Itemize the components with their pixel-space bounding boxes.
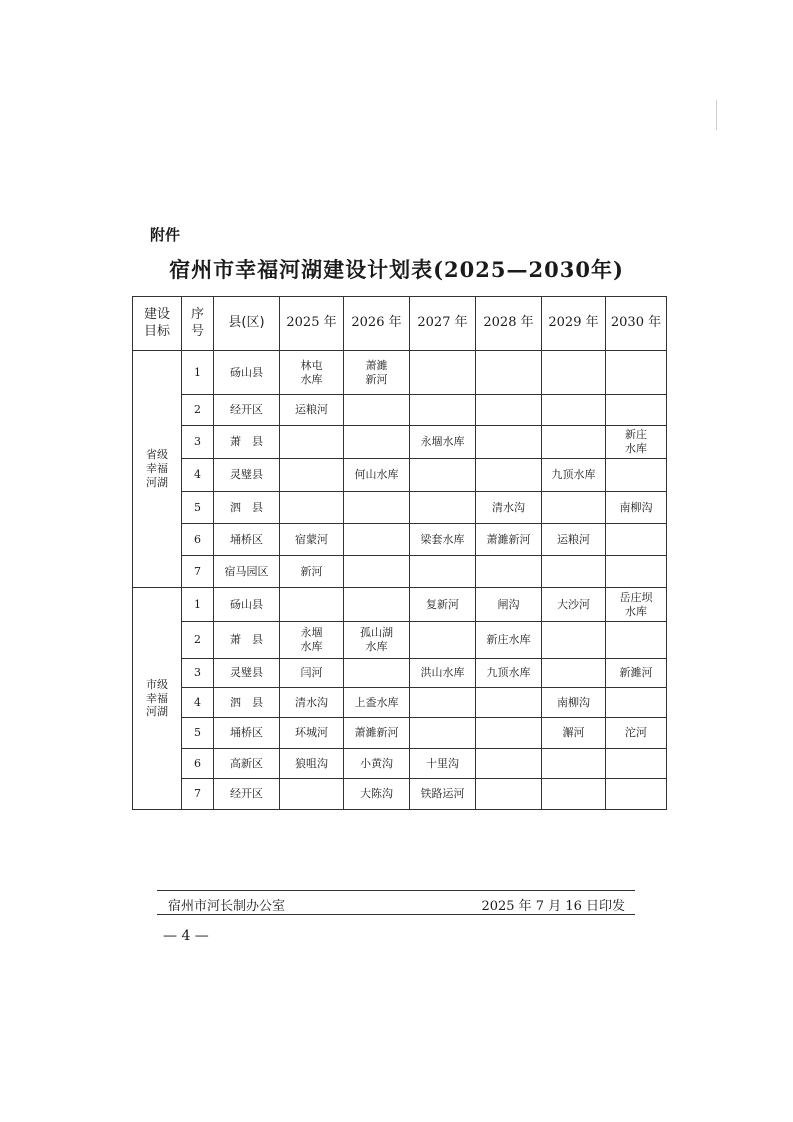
county-cell: 经开区: [214, 779, 280, 810]
plan-cell-2025: 宿蒙河: [280, 524, 344, 556]
header-year-2030: 2030 年: [606, 297, 667, 351]
plan-cell-2025: [280, 459, 344, 492]
county-cell: 宿马园区: [214, 556, 280, 588]
plan-cell-2030: [606, 351, 667, 395]
plan-cell-2029: 南柳沟: [542, 688, 606, 718]
plan-cell-2028: [476, 688, 542, 718]
plan-cell-2029: 澥河: [542, 718, 606, 749]
table-row: [133, 426, 667, 459]
table-row: [133, 779, 667, 810]
plan-cell-2028: [476, 779, 542, 810]
plan-cell-2026: 萧濉 新河: [344, 351, 410, 395]
plan-cell-2029: [542, 426, 606, 459]
header-row: [133, 297, 667, 351]
document-title: 宿州市幸福河湖建设计划表(2025—2030年): [169, 257, 624, 282]
plan-cell-2028: [476, 426, 542, 459]
seq-cell: 1: [182, 588, 214, 622]
plan-cell-2025: 闫河: [280, 659, 344, 688]
plan-cell-2030: [606, 556, 667, 588]
issuing-office: 宿州市河长制办公室: [168, 899, 286, 914]
plan-cell-2030: [606, 459, 667, 492]
plan-cell-2027: [410, 718, 476, 749]
issue-date: 2025 年 7 月 16 日印发: [481, 899, 625, 914]
plan-cell-2028: [476, 459, 542, 492]
plan-cell-2030: 南柳沟: [606, 492, 667, 524]
county-cell: 砀山县: [214, 351, 280, 395]
plan-cell-2029: [542, 622, 606, 659]
plan-cell-2025: 林屯 水库: [280, 351, 344, 395]
plan-cell-2030: [606, 749, 667, 779]
plan-cell-2030: [606, 395, 667, 426]
plan-cell-2027: [410, 492, 476, 524]
county-cell: 泗 县: [214, 492, 280, 524]
seq-cell: 7: [182, 556, 214, 588]
plan-cell-2029: 九顶水库: [542, 459, 606, 492]
plan-cell-2027: 梁套水库: [410, 524, 476, 556]
table-row: [133, 524, 667, 556]
table-row: [133, 556, 667, 588]
plan-cell-2027: 洪山水库: [410, 659, 476, 688]
plan-cell-2030: [606, 688, 667, 718]
plan-cell-2028: 闸沟: [476, 588, 542, 622]
plan-cell-2030: 新濉河: [606, 659, 667, 688]
plan-cell-2027: 铁路运河: [410, 779, 476, 810]
plan-cell-2027: [410, 395, 476, 426]
attachment-label: 附件: [150, 226, 181, 244]
plan-cell-2025: [280, 588, 344, 622]
header-year-2028: 2028 年: [476, 297, 542, 351]
plan-cell-2029: [542, 351, 606, 395]
seq-cell: 4: [182, 688, 214, 718]
plan-cell-2025: 狼咀沟: [280, 749, 344, 779]
seq-cell: 2: [182, 622, 214, 659]
plan-cell-2029: [542, 395, 606, 426]
county-cell: 灵璧县: [214, 459, 280, 492]
plan-cell-2026: 大陈沟: [344, 779, 410, 810]
plan-cell-2026: [344, 588, 410, 622]
header-year-2029: 2029 年: [542, 297, 606, 351]
header-year-2027: 2027 年: [410, 297, 476, 351]
plan-cell-2029: 大沙河: [542, 588, 606, 622]
plan-cell-2026: 小黄沟: [344, 749, 410, 779]
plan-cell-2029: 运粮河: [542, 524, 606, 556]
county-cell: 萧 县: [214, 622, 280, 659]
plan-cell-2028: [476, 351, 542, 395]
plan-cell-2025: 清水沟: [280, 688, 344, 718]
seq-cell: 7: [182, 779, 214, 810]
plan-cell-2030: [606, 779, 667, 810]
plan-cell-2028: 新庄水库: [476, 622, 542, 659]
page-number: — 4 —: [163, 928, 209, 944]
seq-cell: 3: [182, 659, 214, 688]
plan-cell-2025: 运粮河: [280, 395, 344, 426]
seq-cell: 4: [182, 459, 214, 492]
table-row: [133, 351, 667, 395]
table-row: [133, 659, 667, 688]
plan-cell-2027: [410, 622, 476, 659]
seq-cell: 3: [182, 426, 214, 459]
plan-cell-2029: [542, 749, 606, 779]
seq-cell: 5: [182, 718, 214, 749]
plan-cell-2028: [476, 749, 542, 779]
plan-cell-2026: [344, 492, 410, 524]
plan-cell-2029: [542, 779, 606, 810]
plan-cell-2026: 萧濉新河: [344, 718, 410, 749]
plan-cell-2025: 永堌 水库: [280, 622, 344, 659]
plan-cell-2025: 新河: [280, 556, 344, 588]
plan-cell-2027: [410, 556, 476, 588]
plan-cell-2029: [542, 659, 606, 688]
county-cell: 埇桥区: [214, 524, 280, 556]
plan-cell-2027: 十里沟: [410, 749, 476, 779]
plan-cell-2028: 清水沟: [476, 492, 542, 524]
goal-category-cell: 省级 幸福 河湖: [133, 351, 182, 588]
table-row: [133, 718, 667, 749]
plan-cell-2026: [344, 659, 410, 688]
plan-cell-2026: [344, 395, 410, 426]
plan-cell-2030: 岳庄坝 水库: [606, 588, 667, 622]
table-row: [133, 688, 667, 718]
plan-cell-2025: 环城河: [280, 718, 344, 749]
county-cell: 灵璧县: [214, 659, 280, 688]
footer-rule-top: [157, 890, 635, 891]
plan-cell-2027: [410, 459, 476, 492]
plan-cell-2026: [344, 556, 410, 588]
county-cell: 高新区: [214, 749, 280, 779]
seq-cell: 6: [182, 749, 214, 779]
county-cell: 萧 县: [214, 426, 280, 459]
plan-cell-2025: [280, 492, 344, 524]
header-goal: 建设 目标: [133, 297, 182, 351]
construction-plan-table: [132, 296, 667, 810]
table-row: [133, 749, 667, 779]
table-body: [133, 351, 667, 810]
county-cell: 砀山县: [214, 588, 280, 622]
plan-cell-2028: [476, 556, 542, 588]
plan-cell-2026: [344, 426, 410, 459]
plan-cell-2026: [344, 524, 410, 556]
plan-cell-2028: 九顶水库: [476, 659, 542, 688]
seq-cell: 1: [182, 351, 214, 395]
plan-cell-2030: 沱河: [606, 718, 667, 749]
plan-cell-2027: 永堌水库: [410, 426, 476, 459]
plan-cell-2027: [410, 351, 476, 395]
county-cell: 经开区: [214, 395, 280, 426]
page-margin-mark: [716, 100, 717, 130]
header-year-2026: 2026 年: [344, 297, 410, 351]
plan-cell-2030: [606, 622, 667, 659]
plan-cell-2025: [280, 426, 344, 459]
county-cell: 埇桥区: [214, 718, 280, 749]
plan-cell-2030: [606, 524, 667, 556]
plan-cell-2029: [542, 492, 606, 524]
plan-cell-2025: [280, 779, 344, 810]
plan-cell-2027: 复新河: [410, 588, 476, 622]
seq-cell: 6: [182, 524, 214, 556]
header-county: 县(区): [214, 297, 280, 351]
seq-cell: 5: [182, 492, 214, 524]
plan-cell-2028: [476, 718, 542, 749]
plan-cell-2027: [410, 688, 476, 718]
plan-cell-2026: 何山水库: [344, 459, 410, 492]
header-year-2025: 2025 年: [280, 297, 344, 351]
table-row: [133, 459, 667, 492]
footer-rule-bottom: [157, 914, 635, 915]
table-row: [133, 492, 667, 524]
plan-cell-2028: 萧濉新河: [476, 524, 542, 556]
table-row: [133, 395, 667, 426]
seq-cell: 2: [182, 395, 214, 426]
goal-category-cell: 市级 幸福 河湖: [133, 588, 182, 810]
table-row: [133, 588, 667, 622]
plan-cell-2028: [476, 395, 542, 426]
plan-cell-2026: 上盉水库: [344, 688, 410, 718]
plan-cell-2029: [542, 556, 606, 588]
header-seq: 序 号: [182, 297, 214, 351]
plan-cell-2030: 新庄 水库: [606, 426, 667, 459]
plan-cell-2026: 孤山湖 水库: [344, 622, 410, 659]
county-cell: 泗 县: [214, 688, 280, 718]
table-row: [133, 622, 667, 659]
